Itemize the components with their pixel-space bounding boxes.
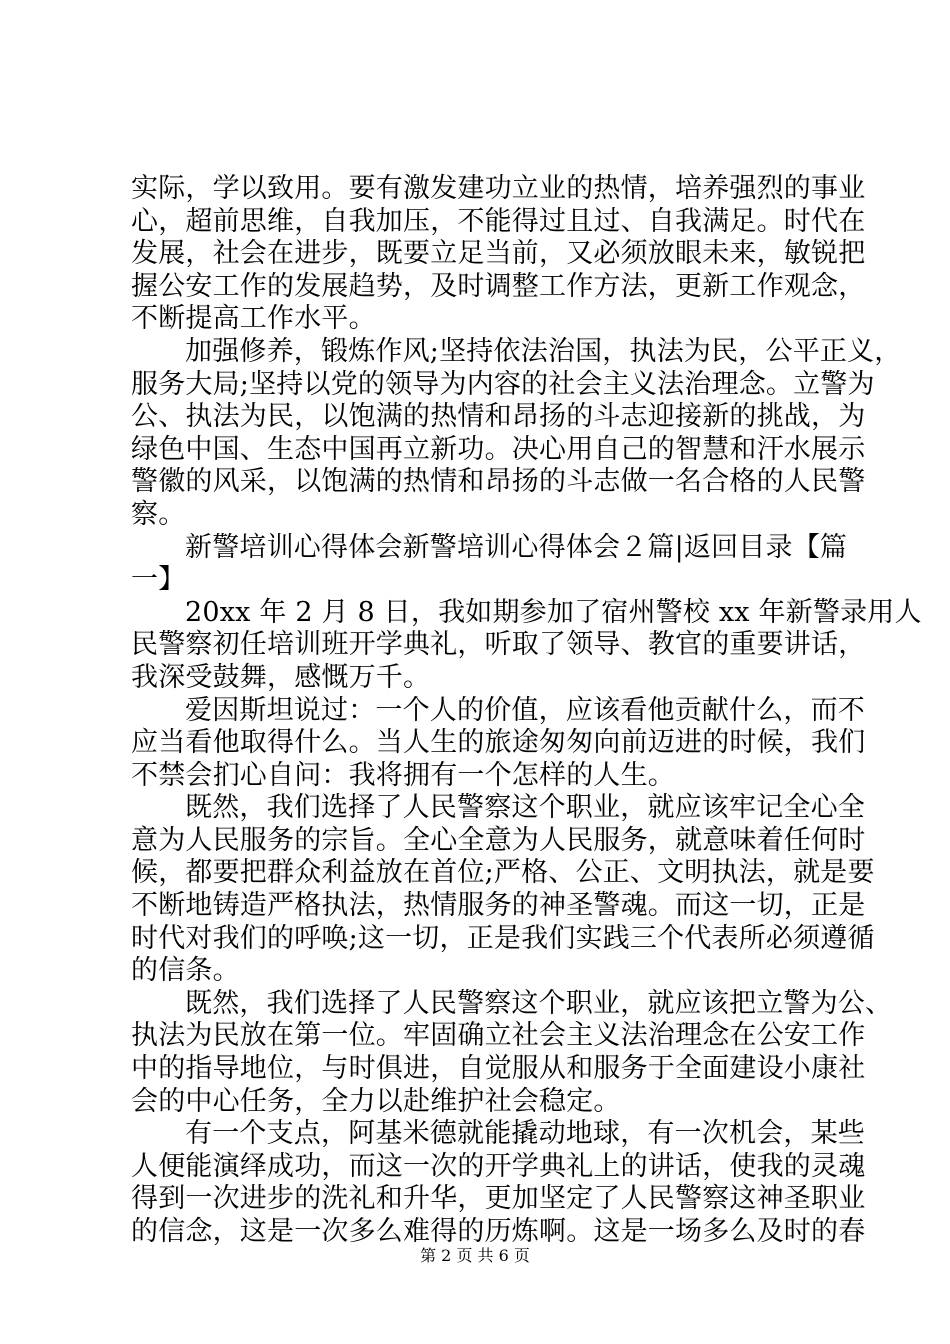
text-line: 意为人民服务的宗旨。全心全意为人民服务，就意味着任何时 <box>131 824 866 856</box>
text-line: 执法为民放在第一位。牢固确立社会主义法治理念在公安工作 <box>131 1020 866 1052</box>
text-line: 的信念，这是一次多么难得的历炼啊。这是一场多么及时的春 <box>131 1216 866 1247</box>
page-footer <box>0 1246 950 1266</box>
paragraph-p5 <box>131 694 866 793</box>
text-line: 不断提高工作水平。 <box>131 303 376 335</box>
text-line: 得到一次进步的洗礼和升华，更加坚定了人民警察这神圣职业 <box>131 1183 866 1215</box>
text-line: 会的中心任务，全力以赴维护社会稳定。 <box>131 1085 621 1117</box>
paragraph-p7 <box>131 987 893 1118</box>
text-line: 应当看他取得什么。当人生的旅途匆匆向前迈进的时候，我们 <box>131 727 866 759</box>
text-line: 握公安工作的发展趋势，及时调整工作方法，更新工作观念， <box>131 270 866 302</box>
text-line: 实际，学以致用。要有激发建功立业的热情，培养强烈的事业 <box>131 173 866 204</box>
text-line: 时代对我们的呼唤;这一切，正是我们实践三个代表所必须遵循 <box>131 922 875 954</box>
paragraph-p1 <box>131 173 866 336</box>
text-line: 候，都要把群众利益放在首位;严格、公正、文明执法，就是要 <box>131 857 875 889</box>
text-line: 20xx 年 2 月 8 日，我如期参加了宿州警校 xx 年新警录用人 <box>185 596 922 628</box>
text-line: 不断地铸造严格执法，热情服务的神圣警魂。而这一切，正是 <box>131 890 866 922</box>
paragraph-p8 <box>131 1118 866 1248</box>
document-body <box>131 173 922 1249</box>
text-line: 既然，我们选择了人民警察这个职业，就应该把立警为公、 <box>185 987 893 1019</box>
paragraph-p6 <box>131 792 875 988</box>
text-line: 心，超前思维，自我加压，不能得过且过、自我满足。时代在 <box>131 205 866 237</box>
text-line: 绿色中国、生态中国再立新功。决心用自己的智慧和汗水展示 <box>131 433 866 465</box>
text-line: 服务大局;坚持以党的领导为内容的社会主义法治理念。立警为 <box>131 368 875 400</box>
page-number-label: 第 2 页 共 6 页 <box>420 1246 530 1265</box>
text-line: 有一个支点，阿基米德就能撬动地球，有一次机会，某些 <box>185 1118 865 1150</box>
text-line: 我深受鼓舞，感慨万千。 <box>131 661 431 693</box>
text-line: 爱因斯坦说过：一个人的价值，应该看他贡献什么，而不 <box>185 694 865 726</box>
text-line: 人便能演绎成功，而这一次的开学典礼上的讲话，使我的灵魂 <box>131 1150 866 1182</box>
text-line: 察。 <box>131 498 186 530</box>
text-line: 中的指导地位，与时俱进，自觉服从和服务于全面建设小康社 <box>131 1053 866 1085</box>
text-line: 一】 <box>131 564 186 596</box>
text-line: 新警培训心得体会新警培训心得体会２篇|返回目录【篇 <box>185 531 848 563</box>
paragraph-p4 <box>131 596 922 695</box>
text-line: 发展，社会在进步，既要立足当前，又必须放眼未来，敏锐把 <box>131 238 866 270</box>
paragraph-p2 <box>131 335 902 532</box>
text-line: 加强修养，锻炼作风;坚持依法治国，执法为民，公平正义， <box>185 335 902 367</box>
text-line: 公、执法为民，以饱满的热情和昂扬的斗志迎接新的挑战，为 <box>131 401 866 433</box>
text-line: 不禁会扪心自问：我将拥有一个怎样的人生。 <box>131 759 675 791</box>
paragraph-p3 <box>131 531 848 597</box>
text-line: 既然，我们选择了人民警察这个职业，就应该牢记全心全 <box>185 792 865 824</box>
text-line: 警徽的风采，以饱满的热情和昂扬的斗志做一名合格的人民警 <box>131 466 866 498</box>
text-line: 民警察初任培训班开学典礼，听取了领导、教官的重要讲话， <box>131 629 866 661</box>
text-line: 的信条。 <box>131 955 240 987</box>
